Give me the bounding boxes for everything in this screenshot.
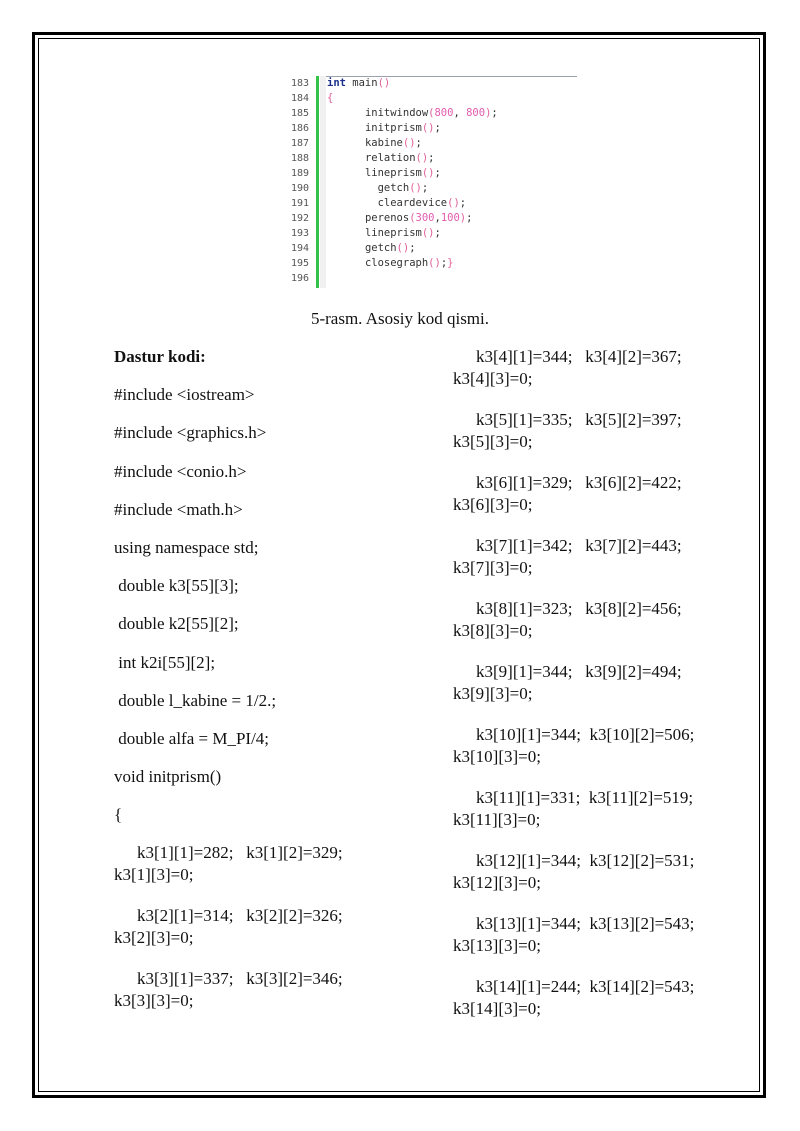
assignment-line-2: k3[2][3]=0; (114, 928, 194, 948)
code-line (327, 106, 498, 121)
code-token: , (453, 107, 467, 119)
code-token: initprism (364, 122, 422, 134)
code-token: lineprism (364, 227, 422, 239)
code-text-line: double l_kabine = 1/2.; (114, 690, 277, 710)
assignment-line-1: k3[7][1]=342; k3[7][2]=443; (476, 536, 682, 555)
array-assignment-left-3 (114, 968, 414, 1031)
line-number: 192 (290, 213, 309, 224)
assignment-line-2: k3[13][3]=0; (453, 936, 541, 955)
code-line (327, 151, 498, 166)
code-token: ; (409, 242, 416, 254)
array-assignment-left-1 (114, 842, 414, 905)
array-assignment-right-1 (453, 346, 753, 409)
code-token: () (447, 197, 460, 209)
code-line (327, 271, 498, 286)
assignment-line-1: k3[14][1]=244; k3[14][2]=543; (476, 977, 695, 996)
array-assignment-right-7 (453, 724, 753, 787)
line-number: 187 (290, 138, 309, 149)
assignment-line-2: k3[5][3]=0; (453, 432, 533, 451)
array-assignment-right-3 (453, 472, 753, 535)
assignment-line-2: k3[7][3]=0; (453, 558, 533, 577)
code-text-line: double k3[55][3]; (114, 576, 239, 596)
code-token: () (409, 182, 422, 194)
code-token: int (327, 77, 346, 89)
code-line (327, 256, 498, 271)
array-assignment-right-8 (453, 787, 753, 850)
assignment-line-1: k3[1][1]=282; k3[1][2]=329; (137, 843, 343, 863)
code-token: lineprism (364, 167, 422, 179)
assignment-line-1: k3[3][1]=337; k3[3][2]=346; (137, 969, 343, 989)
code-screenshot (279, 74, 579, 290)
code-line (327, 211, 498, 226)
fold-margin (320, 76, 326, 288)
code-text-line: void initprism() (114, 767, 222, 787)
line-number: 189 (290, 168, 309, 179)
code-token: 800 (466, 107, 486, 119)
line-number: 186 (290, 123, 309, 134)
code-token: cleardevice (377, 197, 448, 209)
code-token: perenos (364, 212, 410, 224)
code-line (327, 166, 498, 181)
line-number: 191 (290, 198, 309, 209)
code-token: ) (459, 212, 467, 224)
code-token: () (396, 242, 410, 254)
assignment-line-1: k3[5][1]=335; k3[5][2]=397; (476, 410, 682, 429)
code-text-line: #include <iostream> (114, 385, 255, 405)
code-line (327, 196, 498, 211)
array-assignment-right-2 (453, 409, 753, 472)
code-token: () (421, 167, 435, 179)
assignment-line-2: k3[9][3]=0; (453, 684, 533, 703)
code-text-line: int k2i[55][2]; (114, 652, 216, 672)
assignment-line-2: k3[6][3]=0; (453, 495, 533, 514)
code-token: ( (428, 107, 435, 119)
code-text-line: using namespace std; (114, 537, 259, 557)
code-token: () (421, 227, 435, 239)
code-token: 800 (434, 107, 454, 119)
assignment-line-1: k3[6][1]=329; k3[6][2]=422; (476, 473, 682, 492)
assignment-line-2: k3[8][3]=0; (453, 621, 533, 640)
code-text-line: double alfa = M_PI/4; (114, 728, 270, 748)
right-column (453, 346, 753, 1039)
code-token: , (434, 212, 441, 224)
line-number: 183 (290, 78, 309, 89)
assignment-line-2: k3[3][3]=0; (114, 991, 194, 1011)
code-token: 100 (440, 212, 460, 224)
code-token: ; (434, 167, 441, 179)
code-token: ; (428, 152, 435, 164)
line-number: 190 (290, 183, 309, 194)
line-number: 184 (290, 93, 309, 104)
line-number: 193 (290, 228, 309, 239)
code-token: initwindow (364, 107, 429, 119)
change-bar (316, 76, 319, 288)
line-number: 195 (290, 258, 309, 269)
code-token: ( (409, 212, 416, 224)
code-text-line: double k2[55][2]; (114, 614, 239, 634)
code-text-line: #include <math.h> (114, 499, 243, 519)
code-token: closegraph (364, 257, 429, 269)
code-token: ) (485, 107, 492, 119)
code-token: () (402, 137, 416, 149)
code-line (327, 136, 498, 151)
code-token: ; (421, 182, 429, 194)
code-token: getch (364, 242, 397, 254)
code-text-line: { (114, 805, 123, 825)
code-line (327, 226, 498, 241)
array-assignment-right-6 (453, 661, 753, 724)
assignment-line-1: k3[2][1]=314; k3[2][2]=326; (137, 906, 343, 926)
code-token: () (377, 77, 391, 89)
code-token: 300 (415, 212, 435, 224)
assignment-line-2: k3[1][3]=0; (114, 865, 194, 885)
code-token: () (428, 257, 441, 269)
code-line (327, 181, 498, 196)
code-token: ; (415, 137, 422, 149)
assignment-line-1: k3[9][1]=344; k3[9][2]=494; (476, 662, 682, 681)
figure-caption: 5-rasm. Asosiy kod qismi. (310, 309, 490, 328)
assignment-line-1: k3[12][1]=344; k3[12][2]=531; (476, 851, 695, 870)
array-assignment-right-11 (453, 976, 753, 1039)
code-token: kabine (364, 137, 403, 149)
code-line (327, 91, 498, 106)
line-number: 188 (290, 153, 309, 164)
assignment-line-2: k3[4][3]=0; (453, 369, 533, 388)
array-assignment-right-4 (453, 535, 753, 598)
assignment-line-2: k3[11][3]=0; (453, 810, 541, 829)
code-token: main (345, 77, 378, 89)
code-token: () (421, 122, 435, 134)
code-heading: Dastur kodi: (114, 347, 206, 366)
assignment-line-2: k3[14][3]=0; (453, 999, 541, 1018)
array-assignment-left-2 (114, 905, 414, 968)
array-assignment-right-10 (453, 913, 753, 976)
code-text-line: #include <conio.h> (114, 461, 247, 481)
assignment-line-2: k3[10][3]=0; (453, 747, 541, 766)
assignment-line-1: k3[13][1]=344; k3[13][2]=543; (476, 914, 695, 933)
code-text-line: #include <graphics.h> (114, 423, 267, 443)
assignment-line-1: k3[11][1]=331; k3[11][2]=519; (476, 788, 694, 807)
code-line (327, 121, 498, 136)
code-token: ; (459, 197, 467, 209)
assignment-line-1: k3[8][1]=323; k3[8][2]=456; (476, 599, 682, 618)
code-token: () (415, 152, 429, 164)
code-token: getch (377, 182, 410, 194)
code-token: { (327, 92, 334, 104)
left-column (114, 346, 414, 1031)
code-line (327, 76, 498, 91)
code-token: ; (440, 257, 448, 269)
assignment-line-1: k3[10][1]=344; k3[10][2]=506; (476, 725, 695, 744)
code-token: ; (466, 212, 473, 224)
line-number: 185 (290, 108, 309, 119)
code-token: ; (434, 227, 441, 239)
line-number: 194 (290, 243, 309, 254)
assignment-line-1: k3[4][1]=344; k3[4][2]=367; (476, 347, 682, 366)
array-assignment-right-5 (453, 598, 753, 661)
assignment-line-2: k3[12][3]=0; (453, 873, 541, 892)
code-lines (327, 76, 498, 286)
line-number-gutter (279, 76, 315, 286)
code-token: ; (434, 122, 441, 134)
code-line (327, 241, 498, 256)
array-assignment-right-9 (453, 850, 753, 913)
code-token: ; (491, 107, 498, 119)
code-token: } (447, 257, 454, 269)
line-number: 196 (290, 273, 309, 284)
code-token: relation (364, 152, 416, 164)
